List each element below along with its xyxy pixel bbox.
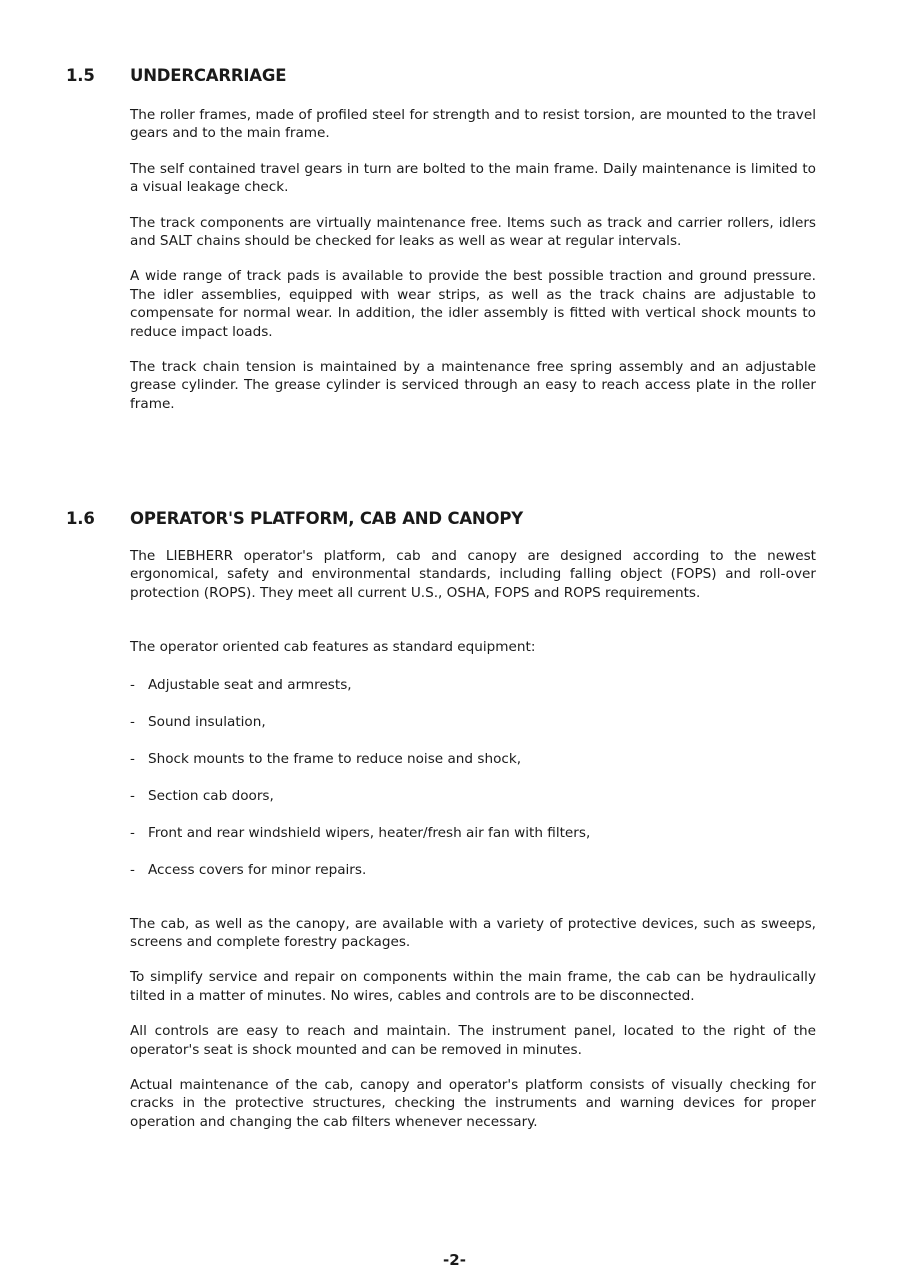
paragraph: The self contained travel gears in turn are bolted to the main frame. Daily maintenance is limited to a visual leakage check. (130, 160, 816, 196)
list-marker: - (130, 713, 135, 730)
list-item (130, 713, 816, 731)
paragraph: The roller frames, made of profiled steel for strength and to resist torsion, are mounted to the travel gears and to the main frame. (130, 107, 816, 142)
paragraph: A wide range of track pads is available to provide the best possible traction and ground pressure. The idler assemblies, equipped with wear strips, as well as the track chains are adjustable to compensate for normal wear. In addition, the idler assembly is fitted with vertical shock mounts to reduce impact loads. (130, 268, 816, 340)
list-item (130, 824, 816, 842)
paragraph: Actual maintenance of the cab, canopy and operator's platform consists of visually checking for cracks in the protective structures, checking the instruments and warning devices for proper operation and changing the cab filters whenever necessary. (130, 1077, 816, 1130)
section-heading (0, 66, 909, 92)
list-item-text: Front and rear windshield wipers, heater/fresh air fan with filters, (148, 824, 591, 841)
intro-paragraph: The LIEBHERR operator's platform, cab and canopy are designed according to the newest ergonomical, safety and environmental standards, including falling object (FOPS) and roll-over protection (ROPS). They meet all current U.S., OSHA, FOPS and ROPS requirements. (130, 548, 816, 601)
list-marker: - (130, 861, 135, 878)
page-number: -2- (443, 1251, 466, 1269)
list-item (130, 787, 816, 805)
section-title: OPERATOR'S PLATFORM, CAB AND CANOPY (130, 509, 524, 528)
list-marker: - (130, 676, 135, 693)
list-item-text: Section cab doors, (148, 787, 274, 804)
list-item-text: Sound insulation, (148, 713, 266, 730)
list-marker: - (130, 750, 135, 767)
paragraph: To simplify service and repair on components within the main frame, the cab can be hydraulically tilted in a matter of minutes. No wires, cables and controls are to be disconnected. (130, 969, 816, 1004)
section-heading (0, 509, 909, 535)
section-number: 1.6 (66, 509, 95, 528)
paragraph: The track components are virtually maintenance free. Items such as track and carrier rollers, idlers and SALT chains should be checked for leaks as well as wear at regular intervals. (130, 214, 816, 250)
list-item (130, 676, 816, 694)
list-item (130, 750, 816, 768)
list-item (130, 861, 816, 879)
list-marker: - (130, 787, 135, 804)
section-body (130, 106, 816, 413)
section-undercarriage (0, 66, 909, 412)
features-list (130, 676, 816, 879)
list-item-text: Shock mounts to the frame to reduce noise and shock, (148, 750, 522, 767)
section-title: UNDERCARRIAGE (130, 66, 287, 85)
section-body (130, 547, 816, 1131)
paragraph: All controls are easy to reach and maintain. The instrument panel, located to the right of the operator's seat is shock mounted and can be removed in minutes. (130, 1023, 816, 1058)
section-number: 1.5 (66, 66, 95, 85)
paragraph: The track chain tension is maintained by a maintenance free spring assembly and an adjustable grease cylinder. The grease cylinder is serviced through an easy to reach access plate in the roller frame. (130, 359, 816, 412)
list-marker: - (130, 824, 135, 841)
list-lead: The operator oriented cab features as standard equipment: (130, 639, 536, 656)
section-operators-platform (0, 509, 909, 1130)
list-item-text: Access covers for minor repairs. (148, 861, 367, 878)
list-item-text: Adjustable seat and armrests, (148, 676, 352, 693)
paragraph: The cab, as well as the canopy, are available with a variety of protective devices, such as sweeps, screens and complete forestry packages. (130, 915, 816, 951)
